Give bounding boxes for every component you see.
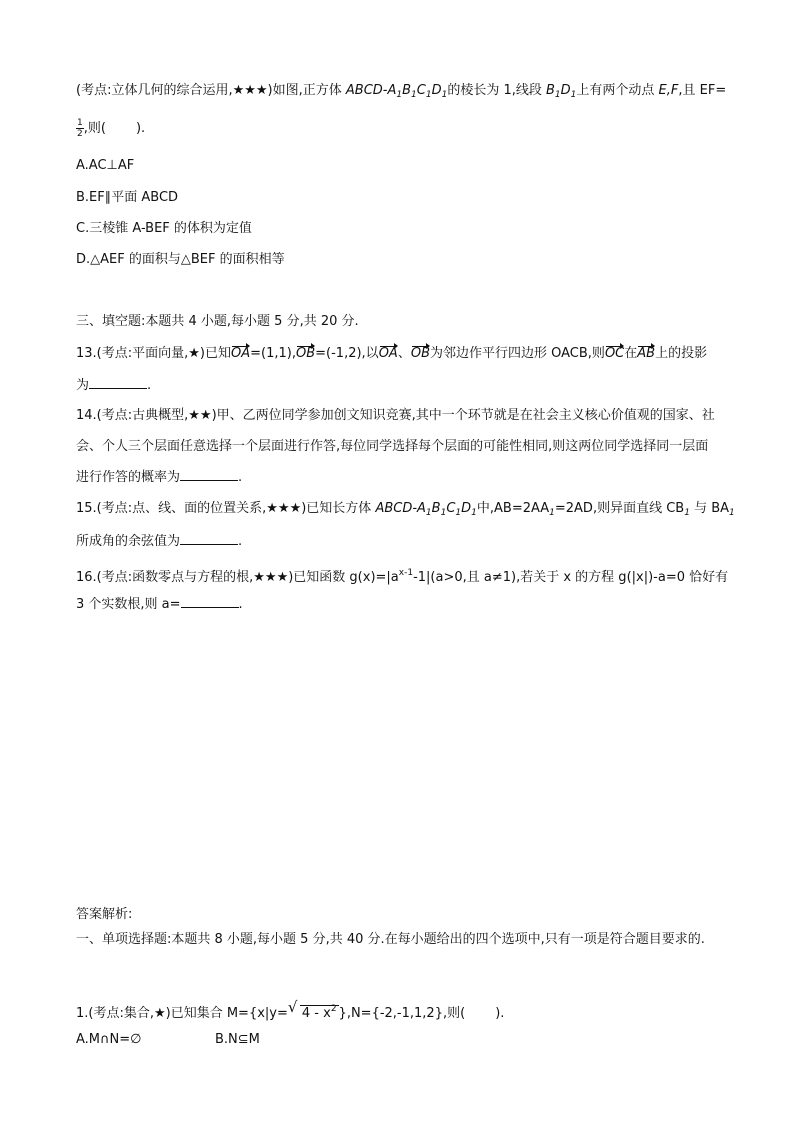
q12-stem-cont bbox=[76, 118, 145, 139]
q12-tail2: 上有两个动点 bbox=[576, 83, 659, 98]
vector-oa-2: OA bbox=[378, 346, 398, 361]
q12-option-b: B.EF∥平面 ABCD bbox=[76, 190, 179, 205]
q13-p4: 为 bbox=[76, 378, 90, 393]
points-ef: E,F bbox=[658, 83, 679, 98]
q13-p2: 为邻边作平行四边形 OACB,则 bbox=[430, 346, 605, 361]
q16-end: . bbox=[238, 597, 243, 612]
q12-option-d: D.△AEF 的面积与△BEF 的面积相等 bbox=[76, 252, 285, 267]
q16-p1: 16.(考点:函数零点与方程的根,★★★)已知函数 g(x)=|a bbox=[76, 570, 399, 585]
q1-radicand: 4 - x bbox=[301, 1006, 331, 1021]
q16-line1 bbox=[76, 564, 728, 587]
q13-p3: 上的投影 bbox=[655, 346, 708, 361]
q13-sep: 、 bbox=[397, 346, 411, 361]
q15-p4: 与 BA bbox=[689, 501, 730, 516]
q12-tail: 的棱长为 1,线段 bbox=[447, 83, 546, 98]
q13-line1 bbox=[76, 345, 707, 363]
frac-den: 2 bbox=[77, 129, 83, 139]
vector-ab: AB bbox=[637, 346, 656, 361]
vector-ob-2: OB bbox=[410, 346, 430, 361]
q1-close: ). bbox=[495, 1006, 505, 1021]
vector-oc: OC bbox=[604, 346, 625, 361]
answer-blank[interactable] bbox=[181, 595, 239, 608]
cuboid-name: ABCD-$A_1B_1C_1D_1$ bbox=[375, 501, 477, 518]
q12-ef-eq: ,且 EF= bbox=[678, 83, 727, 98]
frac-num: 1 bbox=[77, 118, 83, 128]
q16-exponent: x-1 bbox=[398, 568, 414, 578]
answer-q1-stem bbox=[76, 1000, 504, 1023]
q15-p2: 中,AB=2AA bbox=[476, 501, 550, 516]
vector-oa: OA bbox=[231, 346, 251, 361]
answers-heading: 答案解析: bbox=[76, 907, 133, 922]
cube-name: ABCD-$A_1B_1C_1D_1$ bbox=[345, 83, 448, 100]
q14-text bbox=[76, 400, 721, 493]
answer-q1-option-b: B.N⊆M bbox=[215, 1032, 260, 1047]
sqrt-expression: √ $4 - x^2$ bbox=[288, 1000, 339, 1023]
q13-in: 在 bbox=[624, 346, 638, 361]
q12-then: ,则( bbox=[83, 121, 106, 136]
answer-blank[interactable] bbox=[180, 532, 238, 545]
q15-p1: 15.(考点:点、线、面的位置关系,★★★)已知长方体 bbox=[76, 501, 376, 516]
q15-end: . bbox=[238, 534, 243, 549]
q15-p5: 所成角的余弦值为 bbox=[76, 534, 181, 549]
q1-p2: },N={-2,-1,1,2},则( bbox=[338, 1006, 466, 1021]
q14-end: . bbox=[238, 470, 243, 485]
q12-close: ). bbox=[135, 121, 146, 136]
q13-oa-val: =(1,1), bbox=[250, 346, 296, 361]
segment-b1d1: $B_1D_1$ bbox=[546, 83, 577, 100]
q16-line2 bbox=[76, 595, 243, 614]
answer-blank[interactable] bbox=[180, 468, 238, 481]
q1-p1: 1.(考点:集合,★)已知集合 M={x|y= bbox=[76, 1006, 288, 1021]
q13-ob-val: =(-1,2),以 bbox=[315, 346, 379, 361]
q12-option-c: C.三棱锥 A-BEF 的体积为定值 bbox=[76, 221, 252, 236]
answers-section1: 一、单项选择题:本题共 8 小题,每小题 5 分,共 40 分.在每小题给出的四个选项中,只有一项是符合题目要求的. bbox=[76, 932, 705, 947]
q13-end: . bbox=[147, 378, 152, 393]
q16-p2: -1|(a>0,且 a≠1),若关于 x 的方程 g(|x|)-a=0 恰好有 bbox=[413, 570, 729, 585]
q15-p3: =2AD,则异面直线 CB bbox=[554, 501, 685, 516]
answer-blank[interactable] bbox=[89, 376, 147, 389]
q12-stem bbox=[76, 82, 726, 104]
q12-option-a: A.AC⊥AF bbox=[76, 158, 135, 173]
q15-line2 bbox=[76, 532, 242, 551]
q13-p1: 13.(考点:平面向量,★)已知 bbox=[76, 346, 231, 361]
q16-p3: 3 个实数根,则 a= bbox=[76, 597, 181, 612]
vector-ob: OB bbox=[295, 346, 316, 361]
q13-line2 bbox=[76, 376, 151, 395]
q12-lead: (考点:立体几何的综合运用,★★★)如图,正方体 bbox=[76, 83, 346, 98]
fraction-half bbox=[76, 118, 84, 139]
section3-heading: 三、填空题:本题共 4 小题,每小题 5 分,共 20 分. bbox=[76, 314, 359, 329]
answer-q1-option-a: A.M∩N=∅ bbox=[76, 1032, 142, 1047]
q14-body: 14.(考点:古典概型,★★)甲、乙两位同学参加创文知识竞赛,其中一个环节就是在社会主义核心价值观的国家、社会、个人三个层面任意选择一个层面进行作答,每位同学选择每个层面的可能性相同,则这两位同学选择同一层面进行作答的概率为 bbox=[76, 408, 715, 485]
q15-line1: 15.(考点:点、线、面的位置关系,★★★)已知长方体 ABCD-$A_1B_1C_1D_1$中$,AB=2AA_1=2AD$,则异面直线 $CB_1$ 与 $BA_1$ bbox=[76, 501, 735, 518]
